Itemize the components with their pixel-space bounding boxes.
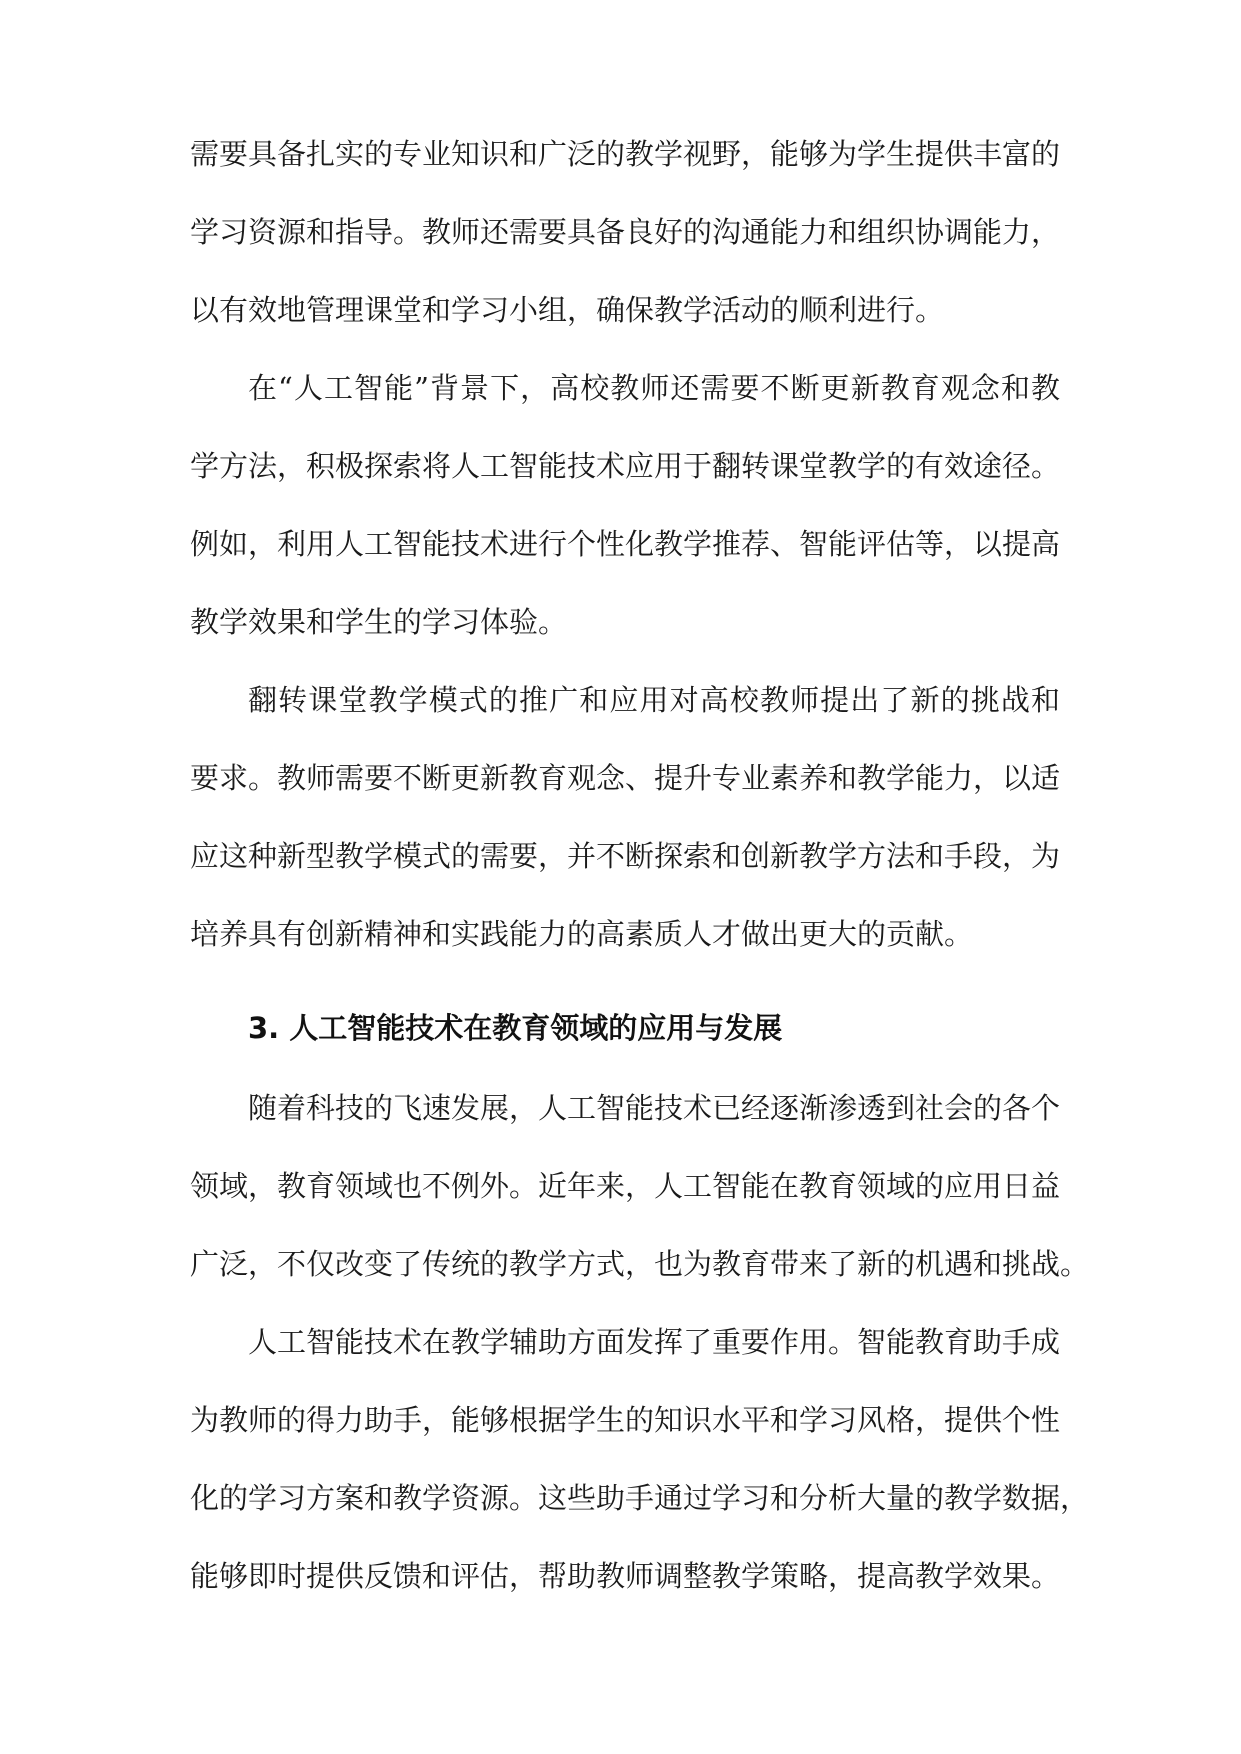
paragraph-4-line-2: 领域，教育领域也不例外。近年来，人工智能在教育领域的应用日益 bbox=[190, 1169, 1061, 1203]
section-heading: 3. 人工智能技术在教育领域的应用与发展 bbox=[248, 1011, 783, 1045]
paragraph-1-line-3: 以有效地管理课堂和学习小组，确保教学活动的顺利进行。 bbox=[190, 293, 945, 327]
paragraph-5-line-1: 人工智能技术在教学辅助方面发挥了重要作用。智能教育助手成 bbox=[248, 1325, 1061, 1359]
paragraph-3-line-1: 翻转课堂教学模式的推广和应用对高校教师提出了新的挑战和 bbox=[248, 683, 1060, 717]
paragraph-2-line-2: 学方法，积极探索将人工智能技术应用于翻转课堂教学的有效途径。 bbox=[190, 449, 1061, 483]
paragraph-4-line-3: 广泛，不仅改变了传统的教学方式，也为教育带来了新的机遇和挑战。 bbox=[190, 1247, 1090, 1281]
paragraph-4-line-1: 随着科技的飞速发展，人工智能技术已经逐渐渗透到社会的各个 bbox=[248, 1091, 1061, 1125]
paragraph-2-line-3: 例如，利用人工智能技术进行个性化教学推荐、智能评估等，以提高 bbox=[190, 527, 1061, 561]
paragraph-5-line-2: 为教师的得力助手，能够根据学生的知识水平和学习风格，提供个性 bbox=[190, 1403, 1061, 1437]
paragraph-3-line-3: 应这种新型教学模式的需要，并不断探索和创新教学方法和手段，为 bbox=[190, 839, 1061, 873]
paragraph-2-line-1: 在“人工智能”背景下，高校教师还需要不断更新教育观念和教 bbox=[248, 371, 1060, 405]
paragraph-3-line-2: 要求。教师需要不断更新教育观念、提升专业素养和教学能力，以适 bbox=[190, 761, 1061, 795]
paragraph-1-line-2: 学习资源和指导。教师还需要具备良好的沟通能力和组织协调能力， bbox=[190, 215, 1061, 249]
paragraph-5-line-3: 化的学习方案和教学资源。这些助手通过学习和分析大量的教学数据， bbox=[190, 1481, 1090, 1515]
paragraph-1-line-1: 需要具备扎实的专业知识和广泛的教学视野，能够为学生提供丰富的 bbox=[190, 137, 1061, 171]
paragraph-3-line-4: 培养具有创新精神和实践能力的高素质人才做出更大的贡献。 bbox=[190, 917, 974, 951]
paragraph-2-line-4: 教学效果和学生的学习体验。 bbox=[190, 605, 568, 639]
paragraph-5-line-4: 能够即时提供反馈和评估，帮助教师调整教学策略，提高教学效果。 bbox=[190, 1559, 1061, 1593]
